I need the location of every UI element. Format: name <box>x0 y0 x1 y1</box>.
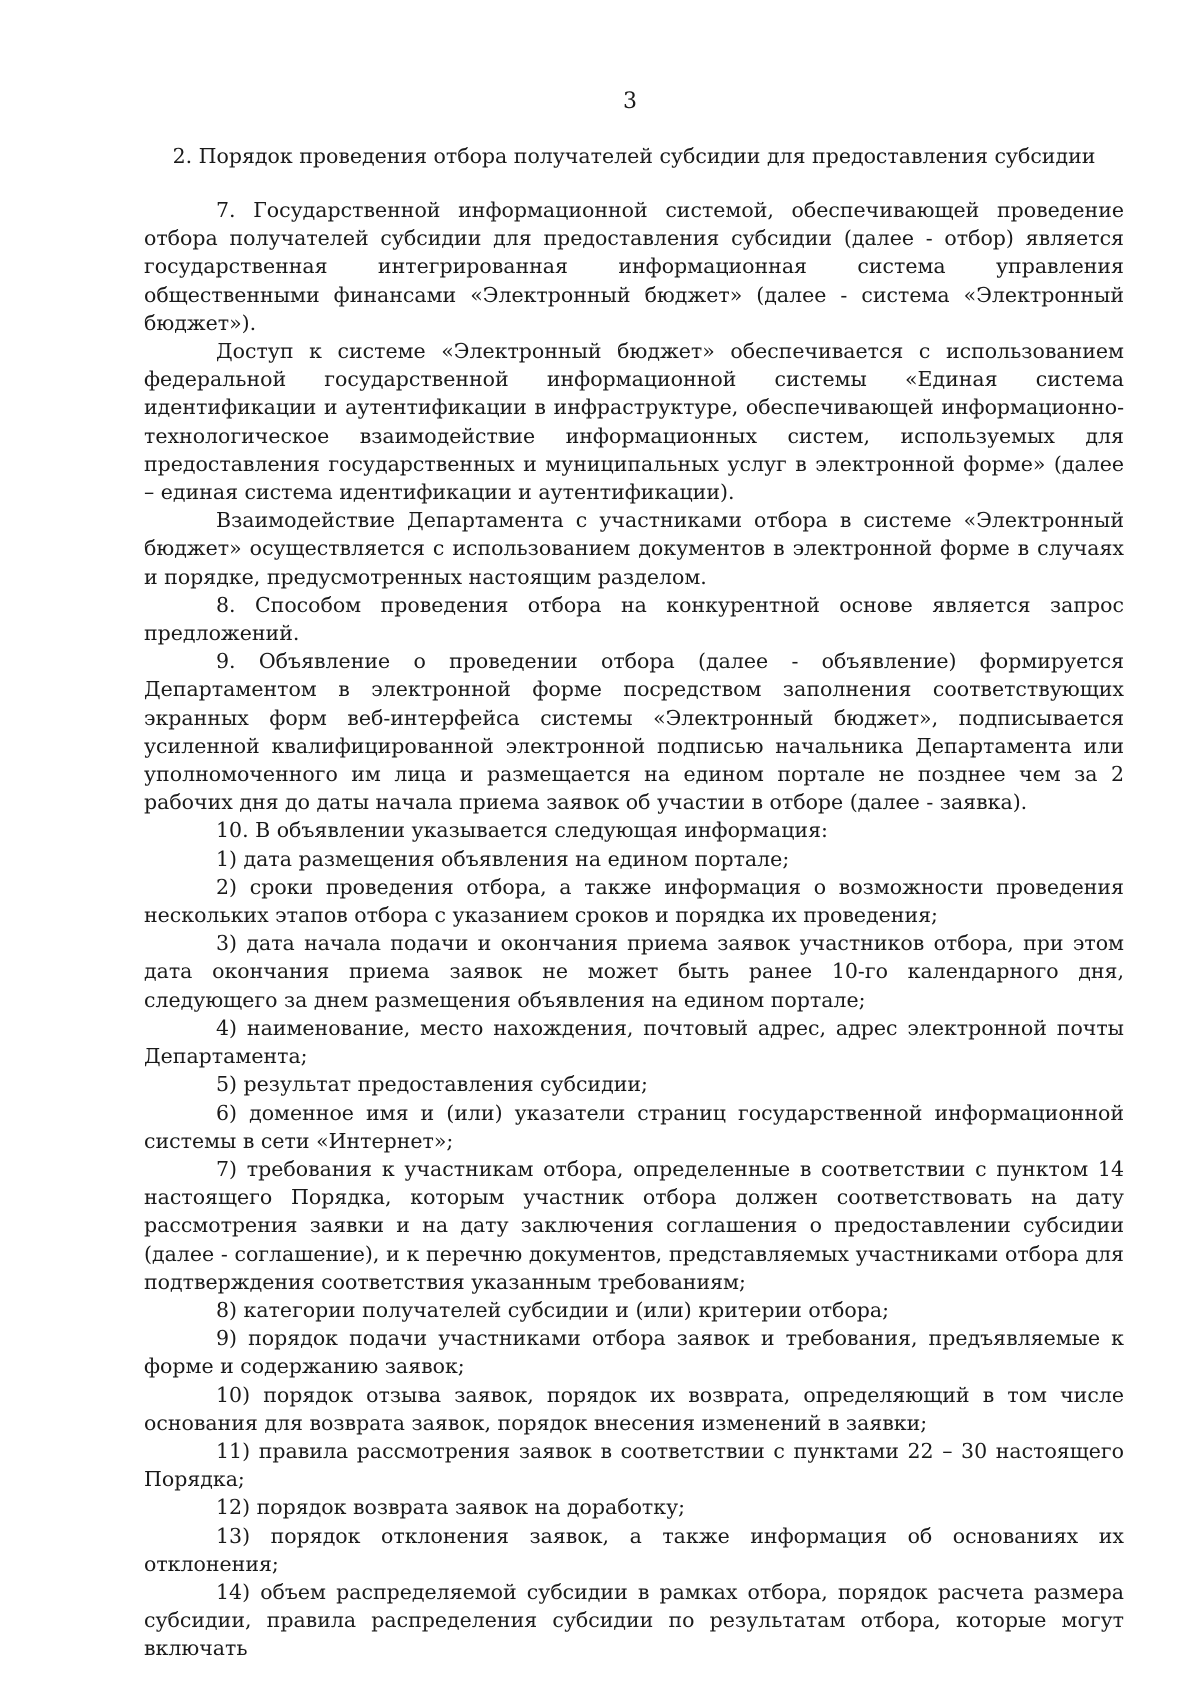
list-item-12: 12) порядок возврата заявок на доработку; <box>216 1495 686 1520</box>
list-item-4: 4) наименование, место нахождения, почтовый адрес, адрес электронной почты Департамента; <box>144 1015 1124 1069</box>
paragraph-interaction: Взаимодействие Департамента с участниками отбора в системе «Электронный бюджет» осуществляется с использованием документов в электронной форме в случаях и порядке, предусмотренных настоящим разделом. <box>144 508 1124 589</box>
document-body <box>144 196 1124 1663</box>
page-number: 3 <box>623 89 637 114</box>
paragraph-7: 7. Государственной информационной системой, обеспечивающей проведение отбора получателей субсидии для предоставления субсидии (далее - отбор) является государственная интегрированная информационная система управления общественными финансами «Электронный бюджет» (далее - система «Электронный бюджет»). <box>144 198 1124 335</box>
list-item-8: 8) категории получателей субсидии и (или) критерии отбора; <box>216 1297 889 1322</box>
list-item-6: 6) доменное имя и (или) указатели страниц государственной информационной системы в сети «Интернет»; <box>144 1100 1124 1153</box>
list-item-14: 14) объем распределяемой субсидии в рамках отбора, порядок расчета размера субсидии, правила распределения субсидии по результатам отбора, которые могут включать <box>144 1579 1124 1661</box>
list-item-10: 10) порядок отзыва заявок, порядок их возврата, определяющий в том числе основания для возврата заявок, порядок внесения изменений в заявки; <box>144 1382 1124 1435</box>
list-item-11: 11) правила рассмотрения заявок в соответствии с пунктами 22 – 30 настоящего Порядка; <box>144 1438 1124 1492</box>
paragraph-10: 10. В объявлении указывается следующая информация: <box>216 818 828 843</box>
list-item-7: 7) требования к участникам отбора, определенные в соответствии с пунктом 14 настоящего Порядка, которым участник отбора должен соответствовать на дату рассмотрения заявки и на дату заключения соглашения о предоставлении субсидии (далее - соглашение), и к перечню документов, представляемых участниками отбора для подтверждения соответствия указанным требованиям; <box>144 1156 1124 1294</box>
list-item-13: 13) порядок отклонения заявок, а также информация об основаниях их отклонения; <box>144 1523 1124 1576</box>
paragraph-access: Доступ к системе «Электронный бюджет» обеспечивается с использованием федеральной государственной информационной системы «Единая система идентификации и аутентификации в инфраструктуре, обеспечивающей информационно-технологическое взаимодействие информационных систем, используемых для предоставления государственных и муниципальных услуг в электронной форме» (далее – единая система идентификации и аутентификации). <box>144 339 1124 505</box>
paragraph-9: 9. Объявление о проведении отбора (далее - объявление) формируется Департаментом в электронной форме посредством заполнения соответствующих экранных форм веб-интерфейса системы «Электронный бюджет», подписывается усиленной квалифицированной электронной подписью начальника Департамента или уполномоченного им лица и размещается на едином портале не позднее чем за 2 рабочих дня до даты начала приема заявок об участии в отборе (далее - заявка). <box>144 649 1124 815</box>
section-title: 2. Порядок проведения отбора получателей субсидии для предоставления субсидии <box>172 144 1096 168</box>
list-item-1: 1) дата размещения объявления на едином портале; <box>216 846 790 871</box>
list-item-2: 2) сроки проведения отбора, а также информация о возможности проведения нескольких этапов отбора с указанием сроков и порядка их проведения; <box>144 874 1124 928</box>
list-item-9: 9) порядок подачи участниками отбора заявок и требования, предъявляемые к форме и содержанию заявок; <box>144 1326 1124 1379</box>
paragraph-8: 8. Способом проведения отбора на конкурентной основе является запрос предложений. <box>144 592 1124 646</box>
list-item-5: 5) результат предоставления субсидии; <box>216 1072 648 1097</box>
list-item-3: 3) дата начала подачи и окончания приема заявок участников отбора, при этом дата окончания приема заявок не может быть ранее 10-го календарного дня, следующего за днем размещения объявления на едином портале; <box>144 931 1124 1012</box>
